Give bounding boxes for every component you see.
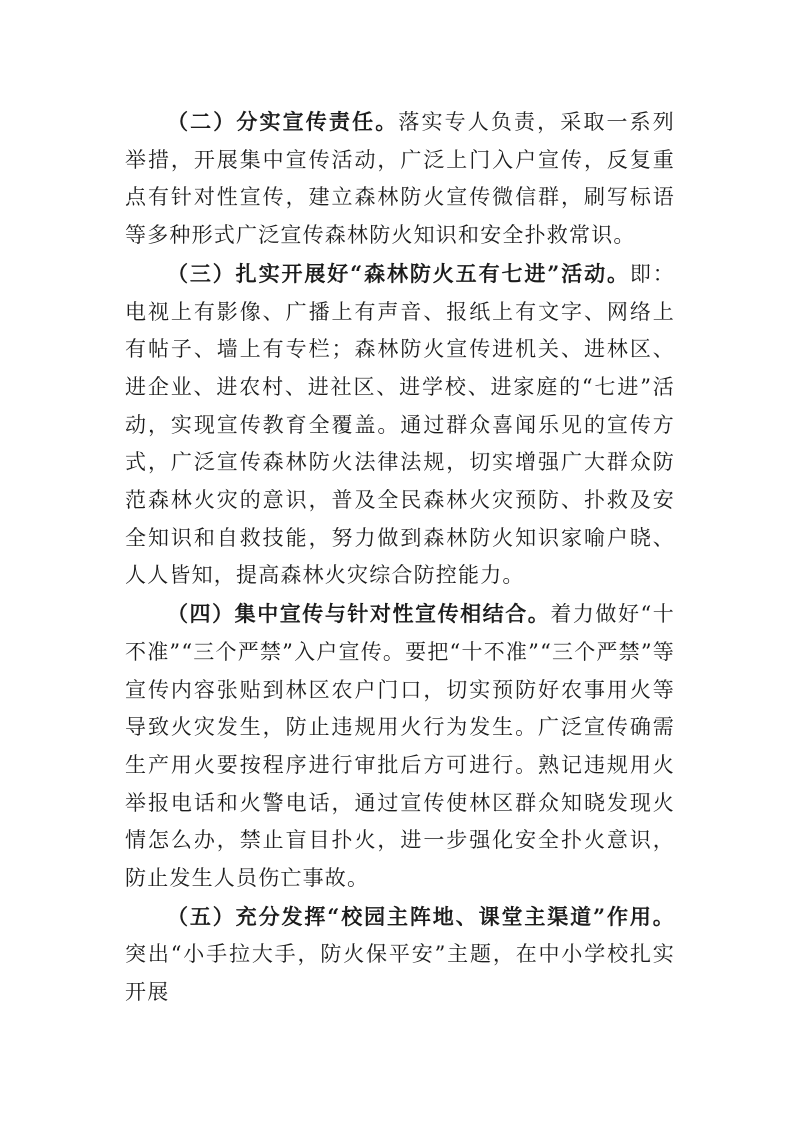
paragraph-5-text: 突出“小手拉大手，防火保平安”主题，在中小学校扎实开展	[125, 942, 675, 1005]
paragraph-3-heading: （三）扎实开展好“森林防火五有七进”活动。	[167, 260, 630, 286]
paragraph-5-heading: （五）充分发挥“校园主阵地、课堂主渠道”作用。	[167, 903, 675, 929]
paragraph-2-heading: （二）分实宣传责任。	[167, 109, 399, 134]
paragraph-3-text: 即：电视上有影像、广播上有声音、报纸上有文字、网络上有帖子、墙上有专栏；森林防火宣传进机关、进林区、进企业、进农村、进社区、进学校、进家庭的“七进”活动，实现宣传教育全覆盖。通过群众喜闻乐见的宣传方式，广泛宣传森林防火法律法规，切实增强广大群众防范森林火灾的意识，普及全民森林火灾预防、扑救及安全知识和自救技能，努力做到森林防火知识家喻户晓、人人皆知，提高森林火灾综合防控能力。	[125, 261, 675, 588]
paragraph-4	[125, 595, 675, 898]
paragraph-5	[125, 898, 675, 1012]
document-body	[125, 103, 675, 1012]
paragraph-2	[125, 103, 675, 255]
paragraph-4-heading: （四）集中宣传与针对性宣传相结合。	[167, 601, 551, 627]
paragraph-3	[125, 255, 675, 595]
paragraph-2-text: 落实专人负责，采取一系列举措，开展集中宣传活动，广泛上门入户宣传，反复重点有针对性宣传，建立森林防火宣传微信群，刷写标语等多种形式广泛宣传森林防火知识和安全扑救常识。	[125, 110, 676, 248]
paragraph-4-text: 着力做好“十不准”“三个严禁”入户宣传。要把“十不准”“三个严禁”等宣传内容张贴到林区农户门口，切实预防好农事用火等导致火灾发生，防止违规用火行为发生。广泛宣传确需生产用火要按程序进行审批后方可进行。熟记违规用火举报电话和火警电话，通过宣传使林区群众知晓发现火情怎么办，禁止盲目扑火，进一步强化安全扑火意识，防止发生人员伤亡事故。	[125, 602, 676, 891]
